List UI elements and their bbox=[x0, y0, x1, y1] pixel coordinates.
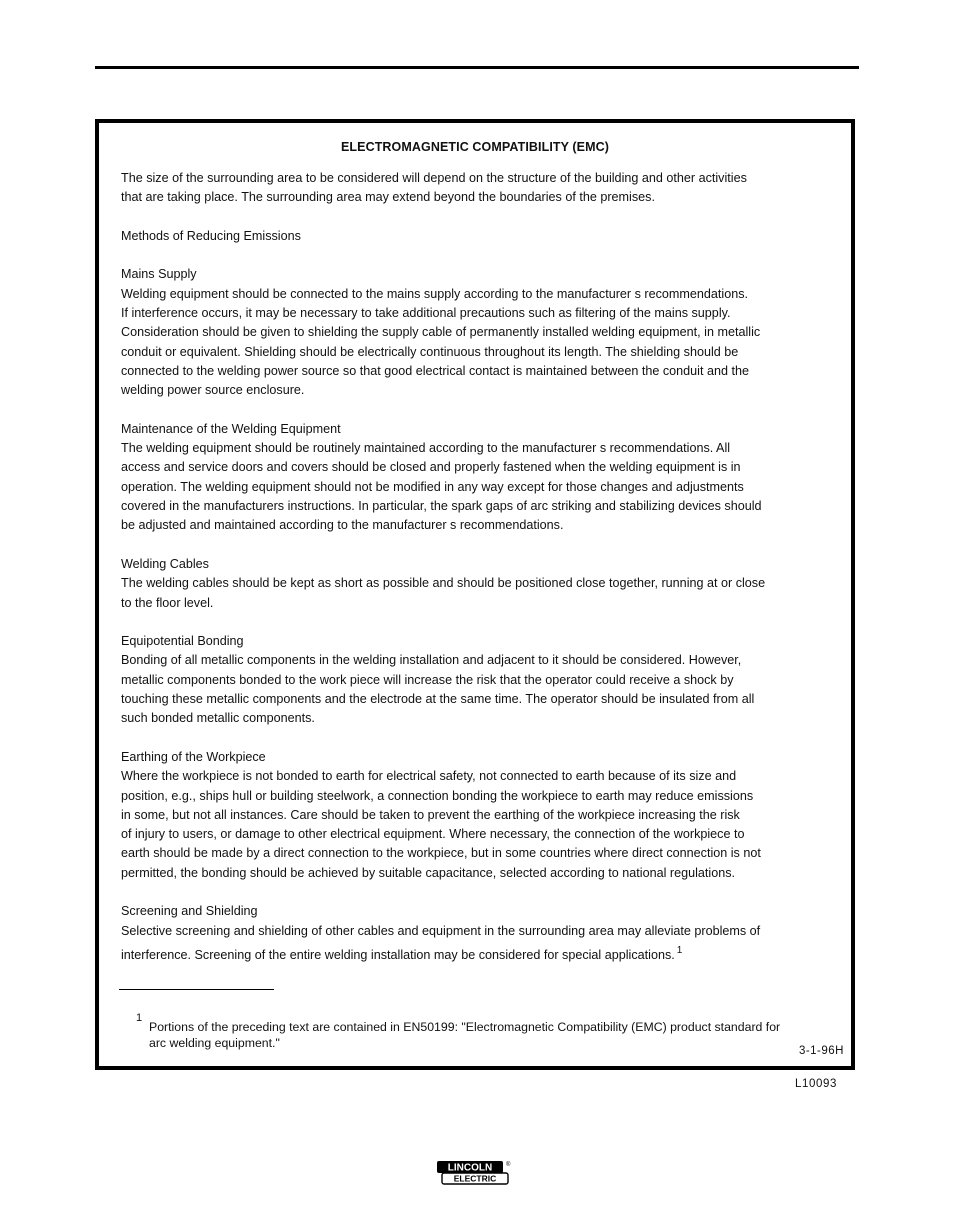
logo-line1: LINCOLN bbox=[447, 1162, 493, 1174]
logo-registered: ® bbox=[506, 1162, 511, 1168]
revision-code: 3-1-96H bbox=[798, 1045, 844, 1057]
logo-line2: ELECTRIC bbox=[453, 1173, 497, 1184]
paragraph-welding-cables: Welding Cables The welding cables should be kept as short as possible and should be positioned close together, running at or close to the floor level. bbox=[121, 556, 766, 610]
paragraph-maintenance: Maintenance of the Welding Equipment The welding equipment should be routinely maintained according to the manufacturer s recommendations. All access and service doors and covers should be closed and properly fastened when the welding equipment is in operation. The welding equipment should not be modified in any way except for those changes and adjustments covered in the manufacturers instructions. In particular, the spark gaps of arc striking and stabilizing devices should be adjusted and maintained according to the manufacturer s recommendations. bbox=[121, 421, 762, 533]
emc-notice-box bbox=[95, 119, 855, 1070]
footnote-divider bbox=[119, 989, 274, 990]
paragraph-equipotential-bonding: Equipotential Bonding Bonding of all metallic components in the welding installation and adjacent to it should be considered. However, metallic components bonded to the work piece will increase the risk that the operator could receive a shock by touching these metallic components and the electrode at the same time. The operator should be insulated from all such bonded metallic components. bbox=[121, 634, 755, 726]
paragraph-screening-shielding bbox=[121, 902, 821, 965]
paragraph-mains-supply: Mains Supply Welding equipment should be connected to the mains supply according to the manufacturer s recommendations. If interference occurs, it may be necessary to take additional precautions such as filtering of the mains supply. Consideration should be given to shielding the supply cable of permanently installed welding equipment, in metallic conduit or equivalent. Shielding should be electrically continuous throughout its length. The shielding should be connected to the welding power source so that good electrical contact is maintained between the conduit and the welding power source enclosure. bbox=[121, 267, 761, 398]
footnote-reference: 1 bbox=[676, 944, 683, 956]
footnote-text: Portions of the preceding text are contained in EN50199: "Electromagnetic Compatibility (EMC) product standard for arc welding equipment." bbox=[149, 1020, 781, 1050]
heading-methods-reducing-emissions: Methods of Reducing Emissions bbox=[121, 228, 301, 243]
section-body bbox=[121, 169, 821, 984]
screening-text: Screening and Shielding Selective screening and shielding of other cables and equipment in the surrounding area may alleviate problems of interference. Screening of the entire welding installation may be considered for special applications. bbox=[121, 904, 761, 962]
document-code: L10093 bbox=[795, 1078, 837, 1090]
header-rule bbox=[95, 66, 859, 69]
section-title: ELECTROMAGNETIC COMPATIBILITY (EMC) bbox=[340, 140, 610, 154]
paragraph-earthing-workpiece: Earthing of the Workpiece Where the workpiece is not bonded to earth for electrical safety, not connected to earth because of its size and position, e.g., ships hull or building steelwork, a connection bonding the workpiece to earth may reduce emissions in some, but not all instances. Care should be taken to prevent the earthing of the workpiece increasing the risk of injury to users, or damage to other electrical equipment. Where necessary, the connection of the workpiece to earth should be made by a direct connection to the workpiece, but in some countries where direct connection is not permitted, the bonding should be achieved by suitable capacitance, selected according to national regulations. bbox=[121, 749, 761, 880]
paragraph-surrounding-area: The size of the surrounding area to be considered will depend on the structure of the building and other activities that are taking place. The surrounding area may extend beyond the boundaries of the premises. bbox=[121, 171, 747, 205]
lincoln-electric-logo bbox=[436, 1160, 512, 1186]
footnote-mark: 1 bbox=[136, 1012, 143, 1024]
